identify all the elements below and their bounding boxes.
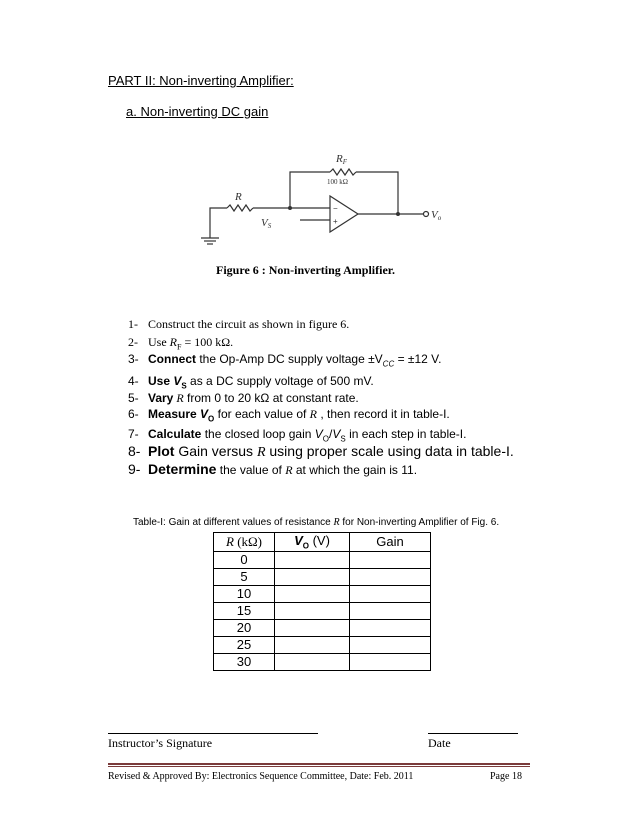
step-9: 9- Determine the value of R at which the gain is 11. (128, 461, 418, 477)
minus-sign: − (333, 204, 338, 213)
footer-left: Revised & Approved By: Electronics Sequence Committee, Date: Feb. 2011 (108, 771, 414, 782)
rf-label: RF (336, 153, 348, 166)
date-line (428, 733, 518, 734)
date-label: Date (428, 736, 451, 750)
header-gain: Gain (350, 533, 431, 552)
table-row: 15 (214, 602, 431, 619)
step-3: 3- Connect the Op-Amp DC supply voltage $\pm V_{CC} = \pm 12$ V. (128, 352, 442, 369)
vs-label: VS (261, 217, 272, 230)
step-5: 5- Vary R from 0 to 20 kΩ at constant rate. (128, 391, 359, 405)
table-header-row (214, 533, 431, 552)
step-6: 6- Measure $V_O$ for each value of R , then record it in table-I. (128, 407, 450, 424)
table-row: 30 (214, 653, 431, 670)
table-row: 0 (214, 551, 431, 568)
header-vo: $V_O$ (V) (275, 533, 350, 552)
subsection-title: a. Non-inverting DC gain (126, 104, 269, 119)
table-row: 10 (214, 585, 431, 602)
circuit-diagram (195, 150, 455, 250)
signature-line (108, 733, 318, 734)
table-row: 25 (214, 636, 431, 653)
step-1: 1- Construct the circuit as shown in figure 6. (128, 317, 350, 331)
page-number: Page 18 (490, 771, 522, 782)
table-row: 5 (214, 568, 431, 585)
step-7: 7- Calculate the closed loop gain $V_O/V_S$ in each step in table-I. (128, 427, 467, 444)
data-table (213, 532, 431, 671)
vo-label: Vo (431, 209, 442, 222)
r-label: R (235, 191, 242, 203)
signature-label: Instructor’s Signature (108, 736, 213, 750)
rf-value-label: 100 kΩ (327, 178, 348, 186)
header-r: R (kΩ) (214, 533, 275, 552)
part-title: PART II: Non-inverting Amplifier: (108, 73, 294, 88)
plus-sign: + (333, 217, 338, 226)
figure-caption: Figure 6 : Non-inverting Amplifier. (216, 263, 395, 277)
footer-rule-thin (108, 766, 530, 767)
step-2: 2- Use $R_F = 100$ kΩ. (128, 335, 234, 352)
footer-rule-thick (108, 763, 530, 765)
step-8: 8- Plot Gain versus R using proper scale using data in table-I. (128, 443, 514, 460)
step-4: 4- Use $V_S$ as a DC supply voltage of 500 mV. (128, 374, 374, 391)
table-caption: Table-I: Gain at different values of resistance R for Non-inverting Amplifier of Fig. 6. (133, 517, 500, 528)
table-row: 20 (214, 619, 431, 636)
